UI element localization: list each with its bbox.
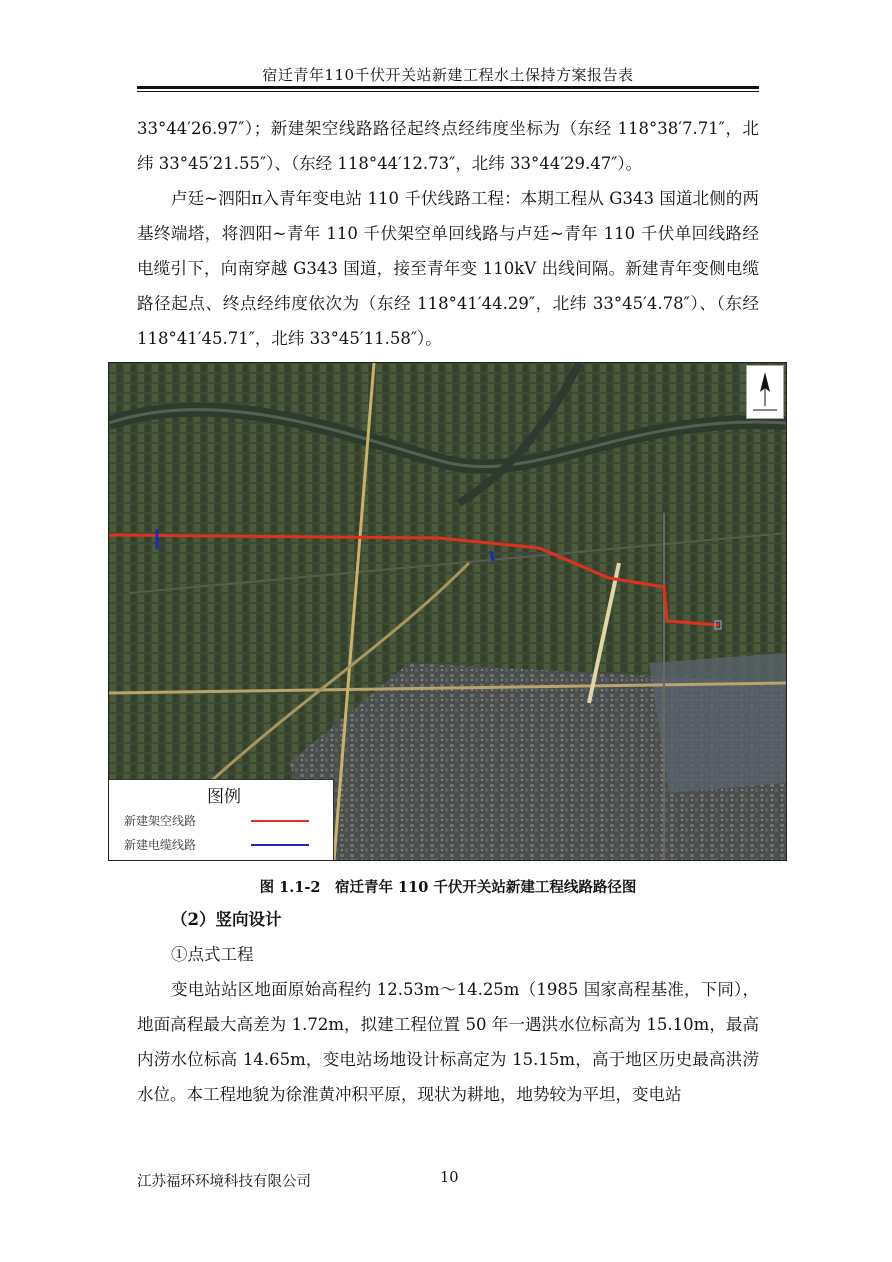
- paragraph-line-project: 卢廷~泗阳π入青年变电站 110 千伏线路工程：本期工程从 G343 国道北侧的两基终端塔，将泗阳~青年 110 千伏架空单回线路与卢廷~青年 110 千伏单回线路经电缆引下，向南穿越 G343 国道，接至青年变 110kV 出线间隔。新建青年变侧电缆路径起点、终点经纬度依次为（东经 118°41′44.29″，北纬 33°45′4.78″）、（东经 118°41′45.71″，北纬 33°45′11.58″）。: [137, 189, 759, 348]
- page-number: 10: [440, 1170, 459, 1186]
- footer-company: 江苏福环环境科技有限公司: [137, 1174, 311, 1190]
- legend-cable-swatch: [251, 844, 309, 846]
- paragraph-elevation: 变电站站区地面原始高程约 12.53m～14.25m（1985 国家高程基准，下同），地面高程最大高差为 1.72m，拟建工程位置 50 年一遇洪水位标高为 15.10m，最高内涝水位标高 14.65m，变电站场地设计标高定为 15.15m，高于地区历史最高洪涝水位。本工程地貌为徐淮黄冲积平原，现状为耕地，地势较为平坦，变电站: [137, 980, 759, 1104]
- map-legend: [109, 779, 334, 860]
- header-rule-thin: [137, 91, 759, 92]
- header-rule-thick: [137, 86, 759, 89]
- legend-cable-label: 新建电缆线路: [124, 838, 197, 852]
- subsection-heading: ①点式工程: [171, 945, 254, 964]
- legend-overhead-swatch: [251, 820, 309, 822]
- section-heading: （2）竖向设计: [171, 910, 282, 929]
- legend-title: 图例: [207, 787, 241, 807]
- cable-line-route-east: [491, 551, 493, 561]
- legend-overhead-label: 新建架空线路: [124, 814, 197, 828]
- figure-caption: 图 1.1-2 宿迁青年 110 千伏开关站新建工程线路路径图: [259, 879, 637, 896]
- page-header-title: 宿迁青年110千伏开关站新建工程水土保持方案报告表: [262, 66, 634, 84]
- route-map: [108, 362, 787, 861]
- paragraph-coordinates: 33°44′26.97″）；新建架空线路路径起终点经纬度坐标为（东经 118°38′7.71″，北纬 33°45′21.55″）、（东经 118°44′12.73″，北纬 33°44′29.47″）。: [137, 119, 759, 173]
- north-arrow-icon: [746, 365, 784, 419]
